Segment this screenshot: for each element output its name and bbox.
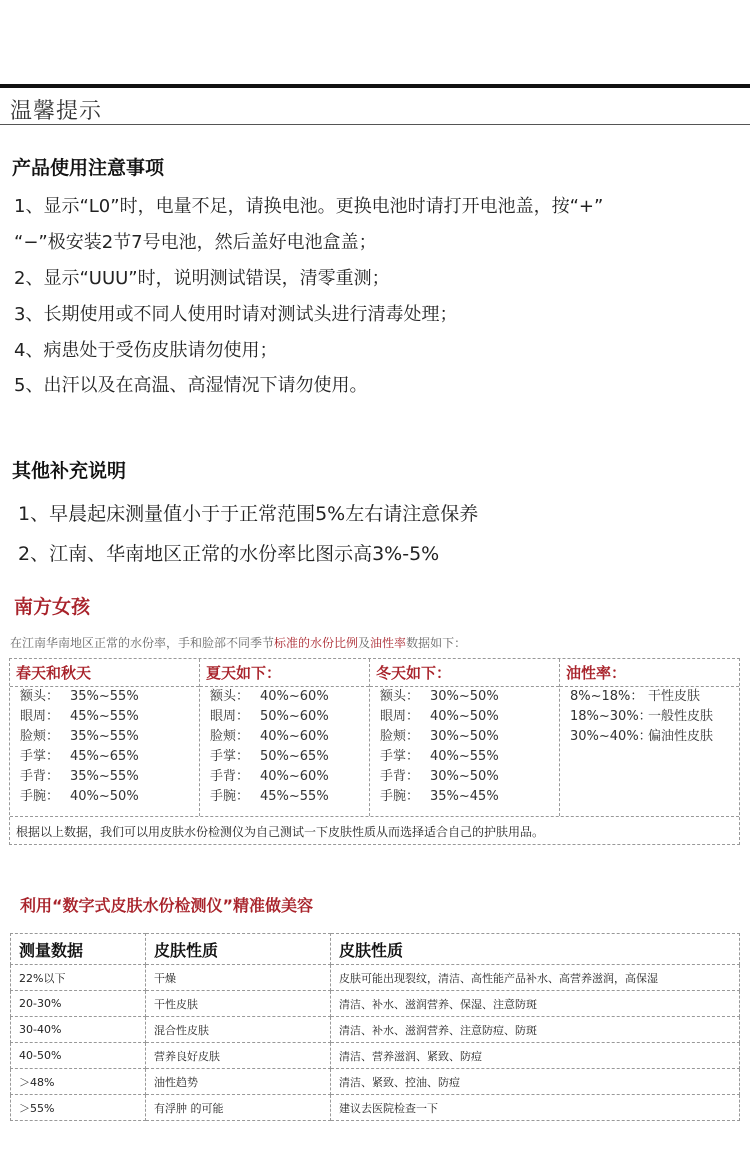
oil-type: 一般性皮肤 bbox=[648, 709, 714, 724]
cell-advice: 建议去医院检查一下 bbox=[331, 1095, 740, 1121]
south-section-title: 南方女孩 bbox=[14, 596, 91, 618]
cell-skin-type: 干性皮肤 bbox=[146, 991, 331, 1017]
row-label: 眼周： bbox=[20, 709, 60, 724]
header-skin-type: 皮肤性质 bbox=[146, 934, 331, 965]
south-intro-text-a: 在江南华南地区正常的水份率，手和脸部不同季节 bbox=[10, 636, 275, 650]
row-value: 35%~55% bbox=[70, 689, 139, 704]
row-label: 额头： bbox=[20, 689, 60, 704]
row-value: 40%~55% bbox=[430, 749, 499, 764]
table-row bbox=[11, 1017, 740, 1043]
cell-skin-type: 混合性皮肤 bbox=[146, 1017, 331, 1043]
skin-table-header bbox=[11, 934, 740, 965]
cell-advice: 清洁、补水、滋润营养、保湿、注意防斑 bbox=[331, 991, 740, 1017]
season-row bbox=[200, 687, 369, 707]
other-line-1: 1、早晨起床测量值小于于正常范围5%左右请注意保养 bbox=[18, 503, 479, 525]
season-row bbox=[10, 727, 199, 747]
oil-range: 8%~18%： bbox=[570, 689, 644, 704]
row-label: 手背： bbox=[20, 769, 60, 784]
top-divider-bar bbox=[0, 84, 750, 88]
usage-line-5: 5、出汗以及在高温、高湿情况下请勿使用。 bbox=[14, 375, 368, 396]
cell-measure: 22%以下 bbox=[11, 965, 146, 991]
row-value: 40%~60% bbox=[260, 729, 329, 744]
row-label: 手掌： bbox=[210, 749, 250, 764]
table-row bbox=[11, 965, 740, 991]
header-skin-advice: 皮肤性质 bbox=[331, 934, 740, 965]
cell-measure: 20-30% bbox=[11, 991, 146, 1017]
season-table bbox=[9, 658, 740, 845]
row-value: 45%~65% bbox=[70, 749, 139, 764]
row-label: 脸颊： bbox=[210, 729, 250, 744]
season-row bbox=[370, 727, 559, 747]
row-label: 手背： bbox=[210, 769, 250, 784]
row-value: 50%~60% bbox=[260, 709, 329, 724]
season-col-summer bbox=[200, 659, 370, 816]
row-value: 45%~55% bbox=[260, 789, 329, 804]
row-value: 50%~65% bbox=[260, 749, 329, 764]
row-label: 手背： bbox=[380, 769, 420, 784]
season-col-title: 春天和秋天 bbox=[10, 659, 199, 687]
season-row bbox=[370, 687, 559, 707]
season-row bbox=[200, 707, 369, 727]
row-value: 35%~45% bbox=[430, 789, 499, 804]
season-row bbox=[10, 787, 199, 807]
row-label: 手腕： bbox=[20, 789, 60, 804]
usage-section-title: 产品使用注意事项 bbox=[12, 157, 165, 179]
season-row bbox=[200, 747, 369, 767]
row-value: 35%~55% bbox=[70, 769, 139, 784]
other-line-2: 2、江南、华南地区正常的水份率比图示高3%-5% bbox=[18, 543, 440, 565]
row-value: 30%~50% bbox=[430, 769, 499, 784]
table-row bbox=[11, 1069, 740, 1095]
other-section-title: 其他补充说明 bbox=[12, 460, 127, 482]
oil-range: 18%~30%： bbox=[570, 709, 652, 724]
usage-line-3: 3、长期使用或不同人使用时请对测试头进行清毒处理； bbox=[14, 304, 458, 325]
season-row bbox=[10, 747, 199, 767]
table-row bbox=[11, 1095, 740, 1121]
cell-advice: 清洁、紧致、控油、防痘 bbox=[331, 1069, 740, 1095]
oil-rate-col bbox=[560, 659, 739, 816]
row-value: 45%~55% bbox=[70, 709, 139, 724]
row-label: 眼周： bbox=[210, 709, 250, 724]
cell-skin-type: 有浮肿 的可能 bbox=[146, 1095, 331, 1121]
oil-rate-title: 油性率： bbox=[560, 659, 739, 687]
season-row bbox=[10, 687, 199, 707]
south-intro-text-c: 及 bbox=[358, 636, 371, 650]
season-row bbox=[10, 767, 199, 787]
table-row bbox=[11, 991, 740, 1017]
season-col-winter bbox=[370, 659, 560, 816]
season-row bbox=[200, 787, 369, 807]
south-intro-highlight-oil: 油性率 bbox=[370, 636, 407, 650]
row-label: 手掌： bbox=[380, 749, 420, 764]
usage-line-1: 1、显示“L0”时，电量不足，请换电池。更换电池时请打开电池盖，按“+” bbox=[14, 196, 604, 217]
table-row bbox=[11, 1043, 740, 1069]
row-value: 35%~55% bbox=[70, 729, 139, 744]
cell-skin-type: 营养良好皮肤 bbox=[146, 1043, 331, 1069]
season-table-footer: 根据以上数据，我们可以用皮肤水份检测仪为自己测试一下皮肤性质从而选择适合自己的护肤用品。 bbox=[10, 816, 739, 846]
usage-line-4: 4、病患处于受伤皮肤请勿使用； bbox=[14, 340, 278, 361]
season-row bbox=[200, 727, 369, 747]
cell-skin-type: 油性趋势 bbox=[146, 1069, 331, 1095]
row-label: 眼周： bbox=[380, 709, 420, 724]
oil-type: 干性皮肤 bbox=[648, 689, 701, 704]
season-row bbox=[370, 707, 559, 727]
season-row bbox=[200, 767, 369, 787]
header-measure: 测量数据 bbox=[11, 934, 146, 965]
cell-measure: ＞48% bbox=[11, 1069, 146, 1095]
usage-line-2: 2、显示“UUU”时，说明测试错误，清零重测； bbox=[14, 268, 390, 289]
cell-measure: ＞55% bbox=[11, 1095, 146, 1121]
south-intro-text-e: 数据如下： bbox=[406, 636, 467, 650]
usage-line-1-cont: “−”极安装2节7号电池，然后盖好电池盒盖； bbox=[14, 232, 377, 253]
oil-range: 30%~40%： bbox=[570, 729, 652, 744]
south-intro bbox=[10, 634, 466, 651]
row-label: 额头： bbox=[210, 689, 250, 704]
page-title: 温馨提示 bbox=[10, 99, 103, 124]
row-label: 手腕： bbox=[210, 789, 250, 804]
row-label: 额头： bbox=[380, 689, 420, 704]
digital-section-title: 利用“数字式皮肤水份检测仪”精准做美容 bbox=[20, 896, 314, 915]
row-value: 40%~50% bbox=[430, 709, 499, 724]
row-label: 手腕： bbox=[380, 789, 420, 804]
row-value: 40%~50% bbox=[70, 789, 139, 804]
season-col-spring-autumn bbox=[10, 659, 200, 816]
cell-advice: 皮肤可能出现裂纹，清洁、高性能产品补水、高营养滋润，高保湿 bbox=[331, 965, 740, 991]
row-value: 40%~60% bbox=[260, 689, 329, 704]
cell-measure: 40-50% bbox=[11, 1043, 146, 1069]
cell-measure: 30-40% bbox=[11, 1017, 146, 1043]
row-label: 脸颊： bbox=[380, 729, 420, 744]
cell-advice: 清洁、营养滋润、紧致、防痘 bbox=[331, 1043, 740, 1069]
season-col-title: 夏天如下： bbox=[200, 659, 369, 687]
oil-row bbox=[560, 727, 739, 747]
row-label: 手掌： bbox=[20, 749, 60, 764]
season-col-title: 冬天如下： bbox=[370, 659, 559, 687]
row-value: 30%~50% bbox=[430, 729, 499, 744]
season-row bbox=[10, 707, 199, 727]
row-value: 40%~60% bbox=[260, 769, 329, 784]
oil-type: 偏油性皮肤 bbox=[648, 729, 714, 744]
oil-row bbox=[560, 687, 739, 707]
row-value: 30%~50% bbox=[430, 689, 499, 704]
row-label: 脸颊： bbox=[20, 729, 60, 744]
south-intro-highlight-ratio: 标准的水份比例 bbox=[274, 636, 359, 650]
cell-advice: 清洁、补水、滋润营养、注意防痘、防斑 bbox=[331, 1017, 740, 1043]
cell-skin-type: 干燥 bbox=[146, 965, 331, 991]
header-divider bbox=[0, 124, 750, 125]
season-row bbox=[370, 747, 559, 767]
oil-row bbox=[560, 707, 739, 727]
skin-table bbox=[10, 933, 740, 1121]
season-row bbox=[370, 787, 559, 807]
season-row bbox=[370, 767, 559, 787]
